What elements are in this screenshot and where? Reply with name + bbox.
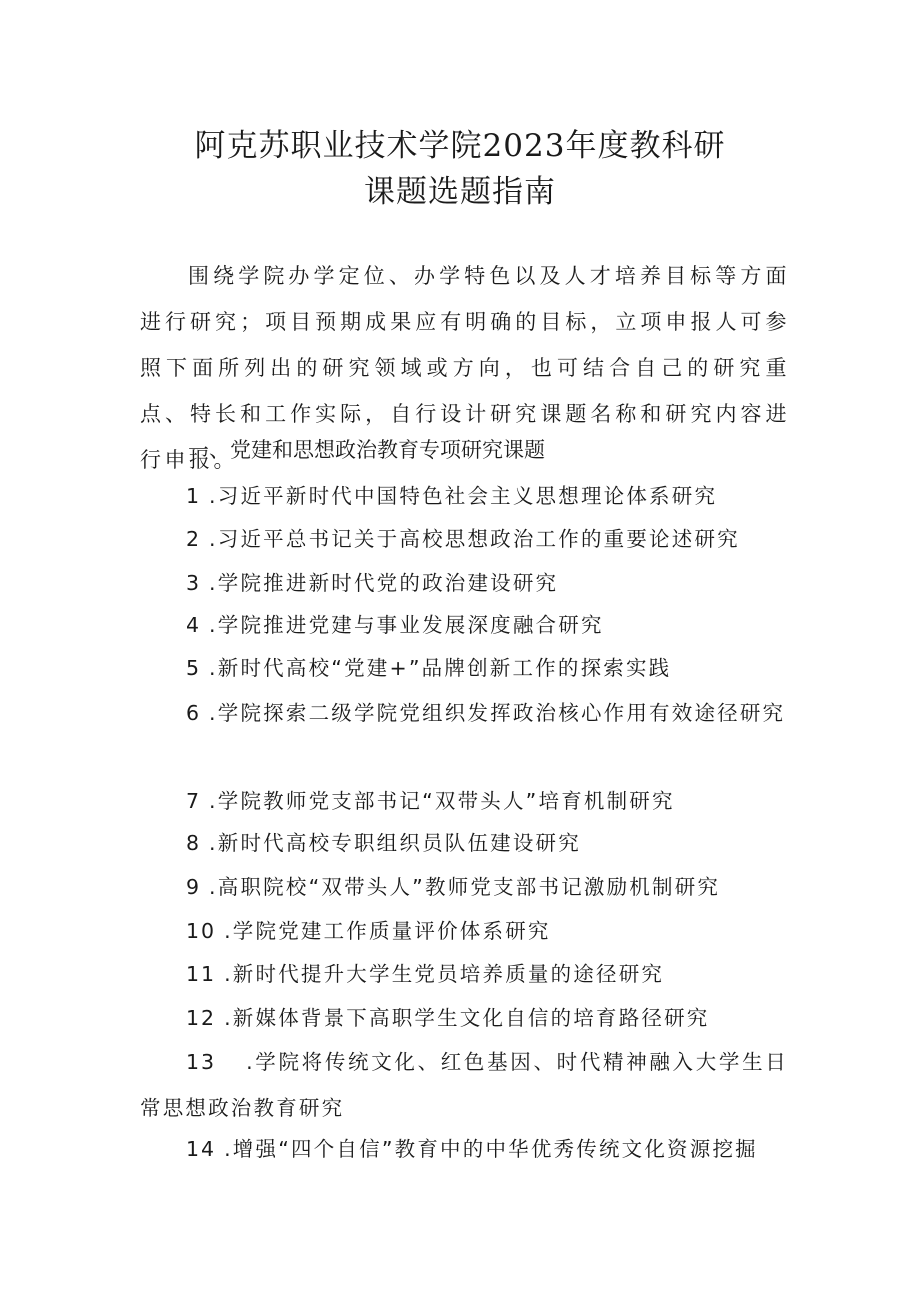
item-number: 13 [186, 1050, 217, 1074]
item-text: .高职院校“双带头人”教师党支部书记激励机制研究 [209, 875, 721, 899]
list-item [140, 473, 788, 519]
list-item [140, 602, 788, 648]
list-item [140, 1126, 788, 1172]
item-number: 10 [186, 919, 217, 943]
list-item [140, 778, 788, 824]
item-text: .新时代高校专职组织员队伍建设研究 [209, 831, 581, 855]
item-number: 8 [186, 831, 202, 855]
item-text: .习近平新时代中国特色社会主义思想理论体系研究 [209, 484, 718, 508]
item-text: .学院教师党支部书记“双带头人”培育机制研究 [209, 789, 675, 813]
item-text: .新时代高校“党建+”品牌创新工作的探索实践 [209, 656, 672, 680]
item-text: .增强“四个自信”教育中的中华优秀传统文化资源挖掘 [224, 1137, 758, 1161]
item-text: .学院将传统文化、红色基因、时代精神融入大学生日常思想政治教育研究 [140, 1050, 788, 1120]
item-text: .学院推进党建与事业发展深度融合研究 [209, 613, 604, 637]
document-title-line-2: 课题选题指南 [364, 174, 556, 210]
section-heading: 一、党建和思想政治教育专项研究课题 [188, 438, 545, 462]
item-text: .习近平总书记关于高校思想政治工作的重要论述研究 [209, 527, 740, 551]
list-item [140, 908, 788, 954]
item-number: 9 [186, 875, 202, 899]
list-item [140, 820, 788, 866]
item-text: .学院推进新时代党的政治建设研究 [209, 571, 559, 595]
item-number: 3 [186, 571, 202, 595]
list-item [140, 995, 788, 1041]
item-text: .学院探索二级学院党组织发挥政治核心作用有效途径研究 [209, 701, 786, 725]
item-text: .新时代提升大学生党员培养质量的途径研究 [224, 962, 665, 986]
item-text: .新媒体背景下高职学生文化自信的培育路径研究 [224, 1006, 710, 1030]
item-number: 1 [186, 484, 202, 508]
intro-paragraph: 围绕学院办学定位、办学特色以及人才培养目标等方面进行研究；项目预期成果应有明确的目标，立项申报人可参照下面所列出的研究领域或方向，也可结合自己的研究重点、特长和工作实际，自行设计研究课题名称和研究内容进行申报。 [140, 264, 790, 472]
item-number: 4 [186, 613, 202, 637]
list-item [140, 864, 788, 910]
document-title-line-1: 阿克苏职业技术学院2023年度教科研 [194, 128, 726, 164]
item-number: 2 [186, 527, 202, 551]
list-item [140, 645, 788, 691]
item-text: .学院党建工作质量评价体系研究 [224, 919, 551, 943]
list-item [140, 1039, 788, 1131]
item-number: 14 [186, 1137, 217, 1161]
item-number: 5 [186, 656, 202, 680]
item-number: 6 [186, 701, 202, 725]
list-item [140, 951, 788, 997]
item-number: 11 [186, 962, 217, 986]
item-number: 12 [186, 1006, 217, 1030]
list-item [140, 560, 788, 606]
list-item [140, 516, 788, 562]
item-number: 7 [186, 789, 202, 813]
list-item [140, 690, 788, 736]
